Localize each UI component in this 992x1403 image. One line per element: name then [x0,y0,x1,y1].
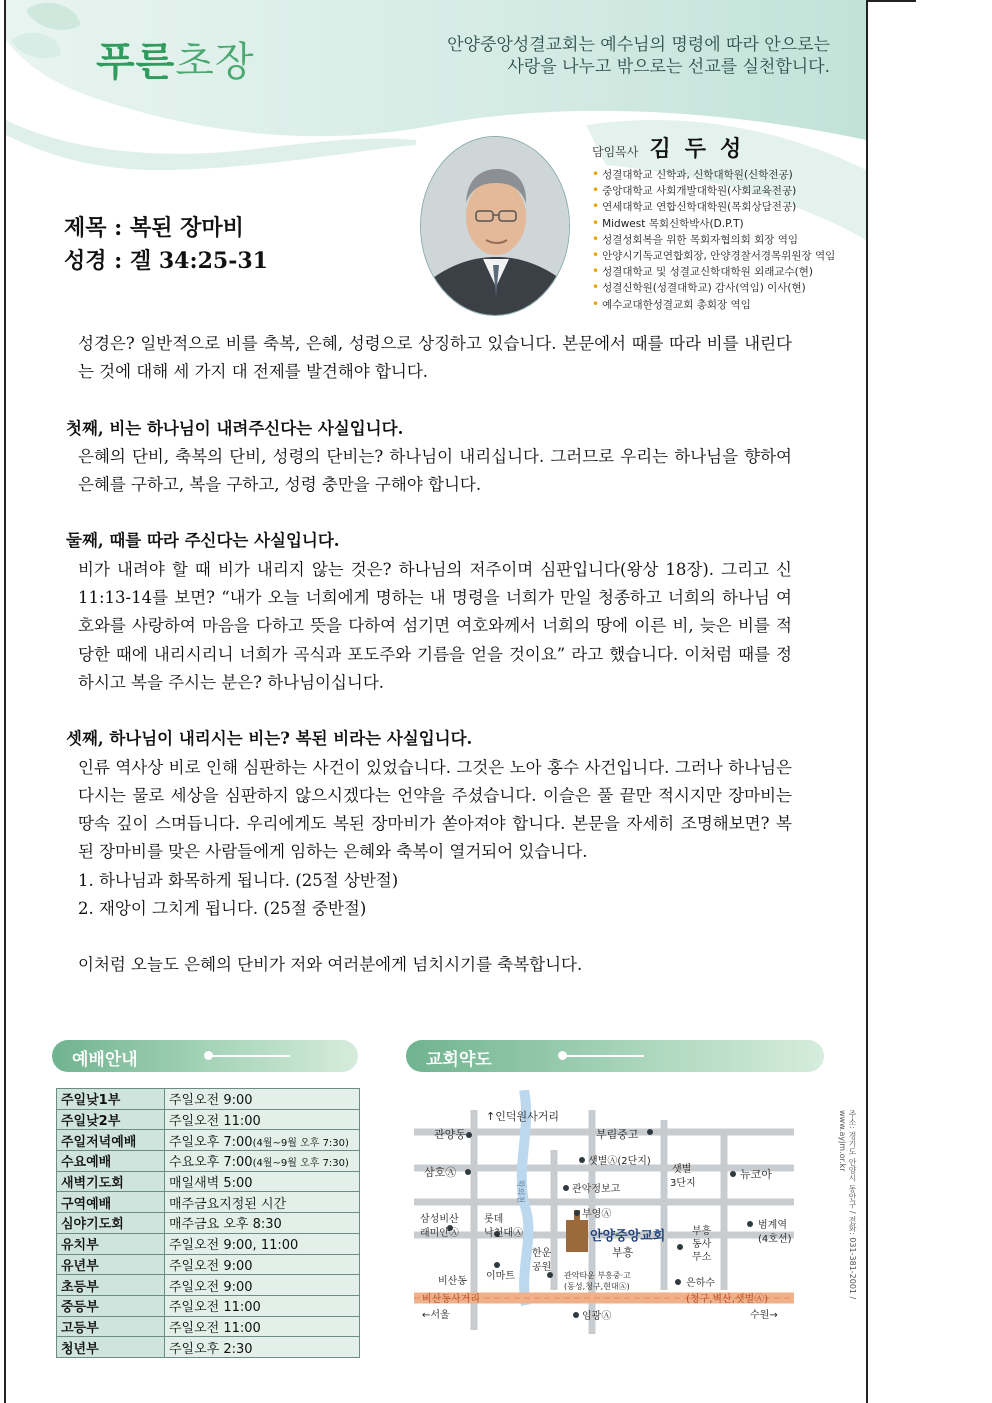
worship-label-text: 예배안내 [72,1050,138,1070]
pastor-title: 담임목사 [592,145,639,159]
worship-schedule-table [56,1088,360,1358]
worship-name: 유치부 [57,1233,165,1254]
pastor-cv-list [592,167,862,313]
map-label: 이마트 [486,1271,515,1282]
cv-item: • 성결신학원(성결대학교) 감사(역임) 이사(현) [592,280,862,296]
worship-row [57,1275,360,1296]
worship-row [57,1213,360,1234]
worship-time-cell [165,1130,360,1151]
cv-item: • 중앙대학교 사회개발대학원(사회교육전공) [592,183,862,199]
worship-name: 주일낮1부 [57,1089,165,1110]
map-label: 한운 [532,1248,552,1259]
worship-row [57,1109,360,1130]
church-location-map [414,1090,834,1334]
map-label: 부림중고 [596,1128,639,1141]
page-border-right [866,0,868,1403]
point1-text: 은혜의 단비, 축복의 단비, 성령의 단비는? 하나님이 내리십니다. 그러므로 우리는 하나님을 향하여 은혜를 구하고, 복을 구하고, 성령 충만을 구해야 합니다. [78,446,792,495]
side-contact-note: 주소: 경기도 안양시 동안구 / 전화: 031-381-2001 / www.ayjm.or.kr [838,1110,857,1300]
worship-name: 수요예배 [57,1151,165,1172]
label-line [564,1055,644,1057]
map-label: 낙천대Ⓐ [484,1228,523,1239]
map-label: 3단지 [670,1178,696,1189]
worship-name: 유년부 [57,1254,165,1275]
church-motto [360,34,830,78]
map-label: 동사 [692,1239,712,1250]
worship-row [57,1316,360,1337]
worship-time-cell [165,1151,360,1172]
worship-note: (4월~9월 오후 7:30) [252,1137,349,1149]
logo-part1: 푸른 [96,39,176,85]
map-label: 은하수 [686,1278,715,1289]
page-border-top [866,0,916,2]
map-label: 샛별Ⓐ(2단지) [588,1156,651,1167]
worship-note: (4월~9월 오후 7:30) [252,1158,349,1170]
map-label: 비산동사거리 [422,1294,480,1305]
map-label-text: 교회약도 [426,1050,492,1070]
pastor-portrait-illustration [421,137,570,316]
worship-row [57,1254,360,1275]
sermon-heading [64,212,268,278]
worship-row [57,1233,360,1254]
map-label: 수원→ [750,1310,778,1321]
map-label: ←서울 [422,1310,450,1321]
map-label: 무소 [692,1252,712,1263]
map-label: (청구,벽산,샛별Ⓐ) [686,1294,769,1305]
cv-item: • Midwest 목회신학박사(D.P.T) [592,216,862,232]
worship-name: 심야기도회 [57,1213,165,1234]
map-label: 학의천 [516,1180,525,1204]
worship-time: 매주금요지정된 시간 [169,1196,287,1212]
point2-heading: 둘째, 때를 따라 주신다는 사실입니다. [66,531,340,551]
church-building-icon [566,1220,588,1252]
worship-time: 매일새벽 5:00 [169,1176,253,1192]
label-line [210,1055,290,1057]
cv-item: • 예수교대한성결교회 총회장 역임 [592,297,862,313]
worship-name: 새벽기도회 [57,1171,165,1192]
point2-text: 비가 내려야 할 때 비가 내리지 않는 것은? 하나님의 저주이며 심판입니다(왕상 18장). 그리고 신 11:13-14를 보면? “내가 오늘 너희에게 명하는 내 명령을 너희가 만일 청종하고 너희의 하나님 여호와를 사랑하여 마음을 다하고 뜻을 다하여 섬기면 여호와께서 너희의 땅에 이른 비, 늦은 비를 적당한 때에 내리시리니 너희가 곡식과 포도주와 기름을 얻을 것이요” 라고 했습니다. 이처럼 때를 정하시고 복을 주시는 분은? 하나님이십니다. [78,559,792,692]
worship-row [57,1192,360,1213]
cv-item: • 연세대학교 연합신학대학원(목회상담전공) [592,199,862,215]
intro-paragraph: 성경은? 일반적으로 비를 축복, 은혜, 성령으로 상징하고 있습니다. 본문에서 때를 따라 비를 내린다는 것에 대해 세 가지 대 전제를 발견해야 합니다. [78,334,792,382]
worship-name: 주일낮2부 [57,1109,165,1130]
worship-time: 주일오전 9:00 [169,1093,253,1109]
worship-name: 고등부 [57,1316,165,1337]
worship-time: 주일오전 11:00 [169,1320,261,1336]
point1-heading: 첫째, 비는 하나님이 내려주신다는 사실입니다. [66,418,404,438]
sermon-scripture: 성경 : 겔 34:25-31 [64,248,268,274]
worship-time-cell [165,1089,360,1110]
point3-text: 인류 역사상 비로 인해 심판하는 사건이 있었습니다. 그것은 노아 홍수 사건입니다. 그러나 하나님은 다시는 물로 세상을 심판하지 않으시겠다는 언약을 주셨습니다. 이슬은 풀 끝만 적시지만 장마비는 땅속 깊이 스며듭니다. 우리에게도 복된 장마비가 쏟아져야 합니다. 본문을 자세히 조명해보면? 복된 장마비를 맞은 사람들에게 임하는 은혜와 축복이 열거되어 있습니다. [78,757,792,862]
worship-time: 주일오전 11:00 [169,1300,261,1316]
list-item-1: 1. 하나님과 화목하게 됩니다. (25절 상반절) [78,870,399,890]
worship-time-cell [165,1316,360,1337]
map-label: (4호선) [758,1234,792,1245]
worship-time-cell [165,1295,360,1316]
cv-item: • 성결대학교 신학과, 신학대학원(신학전공) [592,167,862,183]
map-label: (동성,청구,현대Ⓐ) [564,1282,630,1291]
point3-heading: 셋째, 하나님이 내리시는 비는? 복된 비라는 사실입니다. [66,729,473,749]
worship-time: 수요오후 7:00 [169,1155,253,1171]
sermon-title: 제목 : 복된 장마비 [64,215,244,241]
worship-time: 주일오후 2:30 [169,1341,253,1357]
worship-time-cell [165,1337,360,1358]
map-label: 삼호Ⓐ [424,1166,457,1179]
map-label: 부영Ⓐ [582,1209,612,1220]
map-label: 임광Ⓐ [582,1311,612,1322]
worship-name: 구역예배 [57,1192,165,1213]
map-label: 샛별 [672,1164,692,1175]
worship-time-cell [165,1213,360,1234]
worship-name: 중등부 [57,1295,165,1316]
worship-time: 주일오전 11:00 [169,1114,261,1130]
worship-name: 청년부 [57,1337,165,1358]
closing-paragraph: 이처럼 오늘도 은혜의 단비가 저와 여러분에게 넘치시기를 축복합니다. [78,955,583,975]
worship-row [57,1130,360,1151]
map-label: 부흥 [692,1226,712,1237]
worship-time-cell [165,1275,360,1296]
worship-row [57,1089,360,1110]
worship-time-cell [165,1109,360,1130]
worship-time-cell [165,1254,360,1275]
worship-row [57,1295,360,1316]
cv-item: • 성결성회복을 위한 목회자협의회 회장 역임 [592,232,862,248]
worship-time: 주일오전 9:00, 11:00 [169,1238,299,1254]
pastor-info [592,132,862,313]
map-church-label: 안양중앙교회 [590,1229,666,1244]
map-label: 관양동 [434,1128,466,1141]
worship-time: 주일오전 9:00 [169,1258,253,1274]
map-section-label [406,1040,824,1072]
worship-name: 주일저녁예배 [57,1130,165,1151]
map-label: 범계역 [758,1220,787,1231]
map-label: 관악타운 부흥중·고 [564,1271,631,1280]
worship-time: 주일오전 9:00 [169,1279,253,1295]
worship-row [57,1151,360,1172]
worship-time-cell [165,1171,360,1192]
worship-row [57,1337,360,1358]
map-label: 부흥 [612,1246,634,1259]
map-label: 관악정보고 [572,1184,621,1195]
pastor-name: 김두성 [649,137,756,162]
worship-time: 주일오후 7:00 [169,1134,253,1150]
bulletin-logo [96,30,255,87]
map-label: ↑인덕원사거리 [486,1110,559,1123]
worship-name: 초등부 [57,1275,165,1296]
map-label: 래미안Ⓐ [420,1228,459,1239]
motto-line2: 사랑을 나누고 밖으로는 선교를 실천합니다. [507,57,830,77]
worship-time-cell [165,1233,360,1254]
motto-line1: 안양중앙성결교회는 예수님의 명령에 따라 안으로는 [447,35,830,55]
list-item-2: 2. 재앙이 그치게 됩니다. (25절 중반절) [78,899,367,919]
map-label: 공원 [532,1262,552,1273]
map-label: 롯데 [484,1214,504,1225]
worship-time: 매주금요 오후 8:30 [169,1217,282,1233]
map-label: 비산동 [438,1276,467,1287]
pastor-photo [420,136,570,316]
worship-section-label [52,1040,358,1072]
map-label: 삼성비산 [420,1214,459,1225]
map-label: 뉴코아 [740,1168,772,1181]
worship-time-cell [165,1192,360,1213]
sermon-body [66,330,792,980]
logo-part2: 초장 [175,39,255,85]
worship-row [57,1171,360,1192]
cv-item: • 성결대학교 및 성결교신학대학원 외래교수(현) [592,264,862,280]
cv-item: • 안양시기독교연합회장, 안양경찰서경목위원장 역임 [592,248,862,264]
